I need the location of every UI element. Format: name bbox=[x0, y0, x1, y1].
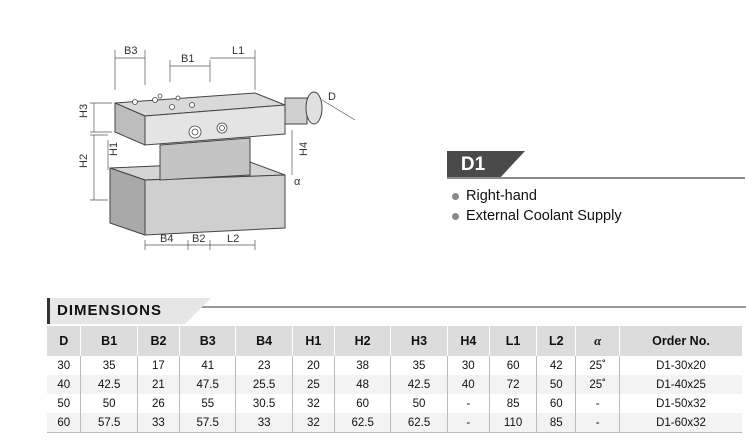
label-b2: B2 bbox=[192, 233, 206, 245]
base-side-face bbox=[145, 175, 285, 235]
table-cell: 30.5 bbox=[236, 394, 292, 413]
col-header: H4 bbox=[447, 326, 489, 356]
label-b3: B3 bbox=[124, 45, 138, 57]
table-row bbox=[47, 356, 742, 375]
table-cell: 25.5 bbox=[236, 375, 292, 394]
model-badge bbox=[447, 151, 525, 179]
col-header: α bbox=[576, 326, 620, 356]
table-cell: 85 bbox=[489, 394, 536, 413]
col-header: Order No. bbox=[620, 326, 743, 356]
table-cell: - bbox=[576, 413, 620, 433]
label-b1: B1 bbox=[181, 53, 195, 65]
table-cell: D1-60x32 bbox=[620, 413, 743, 433]
table-row bbox=[47, 413, 742, 433]
col-header: L1 bbox=[489, 326, 536, 356]
table-cell: 40 bbox=[47, 375, 81, 394]
table-cell: 32 bbox=[292, 413, 334, 433]
table-cell: 60 bbox=[489, 356, 536, 375]
label-h2: H2 bbox=[78, 153, 90, 168]
table-row bbox=[47, 394, 742, 413]
table-cell: 17 bbox=[137, 356, 179, 375]
table-cell: 35 bbox=[391, 356, 447, 375]
table-cell: 21 bbox=[137, 375, 179, 394]
label-d: D bbox=[328, 91, 336, 103]
table-body bbox=[47, 356, 742, 433]
table-cell: 110 bbox=[489, 413, 536, 433]
table-cell: 25˚ bbox=[576, 356, 620, 375]
col-header: H1 bbox=[292, 326, 334, 356]
model-code: D1 bbox=[447, 151, 499, 179]
table-cell: 55 bbox=[180, 394, 236, 413]
model-divider bbox=[447, 177, 745, 179]
table-cell: - bbox=[576, 394, 620, 413]
table-cell: 57.5 bbox=[180, 413, 236, 433]
label-alpha: α bbox=[294, 176, 301, 188]
table-cell: 20 bbox=[292, 356, 334, 375]
table-cell: 60 bbox=[537, 394, 576, 413]
shank-end bbox=[306, 92, 322, 124]
table-cell: 30 bbox=[47, 356, 81, 375]
col-header: B4 bbox=[236, 326, 292, 356]
table-cell: D1-50x32 bbox=[620, 394, 743, 413]
col-header: H2 bbox=[334, 326, 390, 356]
table-cell: 33 bbox=[137, 413, 179, 433]
table-cell: D1-40x25 bbox=[620, 375, 743, 394]
table-cell: 60 bbox=[334, 394, 390, 413]
table-cell: 57.5 bbox=[81, 413, 137, 433]
dimensions-table bbox=[47, 326, 742, 433]
table-cell: 40 bbox=[447, 375, 489, 394]
table-cell: 42.5 bbox=[391, 375, 447, 394]
col-header: B3 bbox=[180, 326, 236, 356]
table-cell: 25 bbox=[292, 375, 334, 394]
label-h1: H1 bbox=[108, 141, 120, 156]
table-cell: 42.5 bbox=[81, 375, 137, 394]
col-header: B1 bbox=[81, 326, 137, 356]
table-cell: D1-30x20 bbox=[620, 356, 743, 375]
table-cell: - bbox=[447, 394, 489, 413]
table-cell: 50 bbox=[47, 394, 81, 413]
shank-cylinder bbox=[285, 98, 307, 124]
table-cell: 50 bbox=[81, 394, 137, 413]
table-cell: 26 bbox=[137, 394, 179, 413]
table-cell: 60 bbox=[47, 413, 81, 433]
label-l1: L1 bbox=[232, 45, 245, 57]
table-cell: 30 bbox=[447, 356, 489, 375]
table-cell: 23 bbox=[236, 356, 292, 375]
label-h4: H4 bbox=[298, 141, 310, 156]
col-header: H3 bbox=[391, 326, 447, 356]
table-cell: 47.5 bbox=[180, 375, 236, 394]
web-face bbox=[160, 138, 250, 180]
table-cell: 25˚ bbox=[576, 375, 620, 394]
col-header: L2 bbox=[537, 326, 576, 356]
table-cell: 42 bbox=[537, 356, 576, 375]
table-cell: 72 bbox=[489, 375, 536, 394]
table-cell: 62.5 bbox=[334, 413, 390, 433]
table-row bbox=[47, 375, 742, 394]
tool-holder-drawing bbox=[60, 30, 390, 260]
col-header: D bbox=[47, 326, 81, 356]
table-cell: 48 bbox=[334, 375, 390, 394]
table-cell: 38 bbox=[334, 356, 390, 375]
table-cell: 50 bbox=[391, 394, 447, 413]
bullet-icon bbox=[452, 213, 459, 220]
base-front-face bbox=[110, 168, 145, 235]
col-header: B2 bbox=[137, 326, 179, 356]
table-cell: 35 bbox=[81, 356, 137, 375]
table-header-row bbox=[47, 326, 742, 356]
table-cell: 85 bbox=[537, 413, 576, 433]
table-cell: 32 bbox=[292, 394, 334, 413]
table-cell: 50 bbox=[537, 375, 576, 394]
label-l2: L2 bbox=[227, 233, 240, 245]
dimensions-title: DIMENSIONS bbox=[47, 298, 185, 324]
feature-item: Right-hand bbox=[452, 186, 622, 206]
table-cell: 33 bbox=[236, 413, 292, 433]
bullet-icon bbox=[452, 193, 459, 200]
label-h3: H3 bbox=[78, 103, 90, 118]
feature-list bbox=[452, 186, 622, 226]
label-b4: B4 bbox=[160, 233, 174, 245]
table-cell: 62.5 bbox=[391, 413, 447, 433]
table-cell: 41 bbox=[180, 356, 236, 375]
feature-item: External Coolant Supply bbox=[452, 206, 622, 226]
table-cell: - bbox=[447, 413, 489, 433]
